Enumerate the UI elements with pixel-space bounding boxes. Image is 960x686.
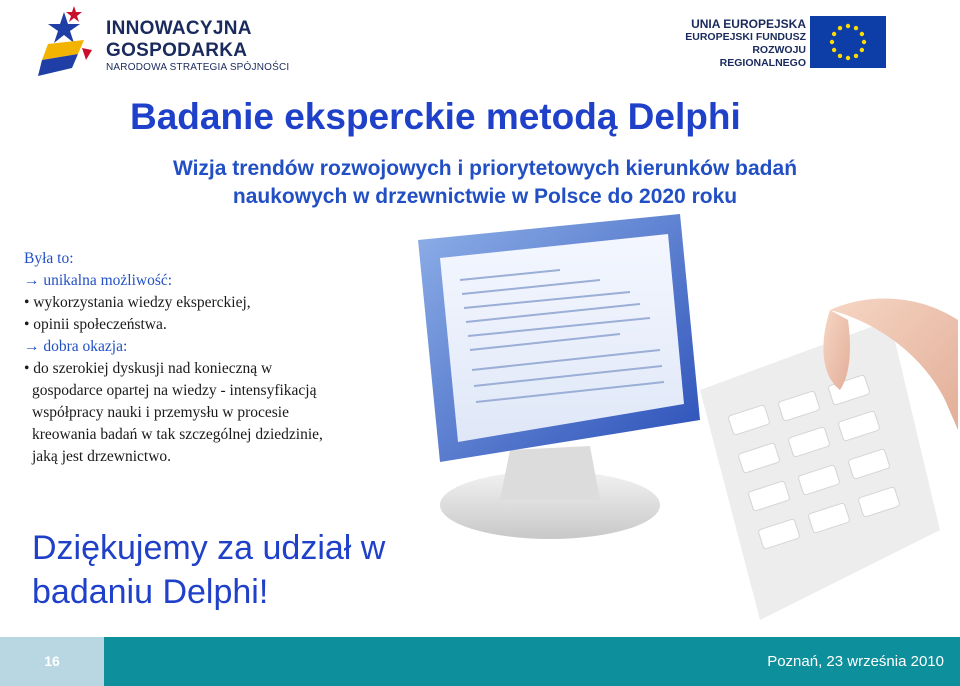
eu-star-icon xyxy=(838,54,842,58)
eu-logo xyxy=(656,4,896,74)
innowacyjna-gospodarka-logo xyxy=(34,4,290,84)
eu-star-icon xyxy=(854,54,858,58)
subtitle-line1: Wizja trendów rozwojowych i priorytetowych kierunków badań xyxy=(172,157,798,180)
star-logo-icon xyxy=(34,4,104,84)
footer-bar xyxy=(0,637,960,686)
thanks-line1: Dziękujemy za udział w xyxy=(32,529,386,567)
eu-star-icon xyxy=(830,40,834,44)
logo-right-line2: EUROPEJSKI FUNDUSZ xyxy=(685,31,806,43)
point2-header: → dobra okazja: xyxy=(24,338,128,355)
eu-star-icon xyxy=(860,32,864,36)
point2-line: • do szerokiej dyskusji nad konieczną w xyxy=(24,360,273,377)
thanks-message xyxy=(32,526,385,614)
eu-star-icon xyxy=(860,48,864,52)
thanks-line2: badaniu Delphi! xyxy=(32,573,269,611)
logo-right-line3: ROZWOJU REGIONALNEGO xyxy=(719,44,806,69)
eu-flag-icon xyxy=(810,16,886,68)
page-title: Badanie eksperckie metodą Delphi xyxy=(130,96,741,137)
body-text xyxy=(24,248,404,468)
page-number: 16 xyxy=(44,653,60,669)
eu-star-icon xyxy=(862,40,866,44)
logo-left-line1: INNOWACYJNA xyxy=(106,18,252,39)
point1-item: • opinii społeczeństwa. xyxy=(24,316,167,333)
logo-left-line2: GOSPODARKA xyxy=(106,40,248,61)
eu-star-icon xyxy=(832,48,836,52)
eu-star-icon xyxy=(854,26,858,30)
footer-info-box xyxy=(104,637,960,686)
point2-line: kreowania badań w tak szczególnej dziedzinie, xyxy=(32,426,323,443)
eu-star-icon xyxy=(846,56,850,60)
point2-line: jaką jest drzewnictwo. xyxy=(32,448,172,465)
point2-line: gospodarce opartej na wiedzy - intensyfikacją xyxy=(32,382,317,399)
point2-line: współpracy nauki i przemysłu w procesie xyxy=(32,404,289,421)
computer-monitor-illustration xyxy=(400,200,960,630)
footer-date: Poznań, 23 września 2010 xyxy=(767,653,944,670)
logo-left-line3: NARODOWA STRATEGIA SPÓJNOŚCI xyxy=(106,62,290,73)
footer-page-box xyxy=(0,637,104,686)
subtitle-line2: naukowych w drzewnictwie w Polsce do 2020 roku xyxy=(232,185,738,208)
keyboard-icon xyxy=(700,320,940,620)
eu-star-icon xyxy=(832,32,836,36)
point1-item: • wykorzystania wiedzy eksperckiej, xyxy=(24,294,251,311)
intro-text: Była to: xyxy=(24,250,74,267)
eu-star-icon xyxy=(838,26,842,30)
logo-right-line1: UNIA EUROPEJSKA xyxy=(691,17,806,31)
point1-header: → unikalna możliwość: xyxy=(24,272,173,289)
eu-star-icon xyxy=(846,24,850,28)
